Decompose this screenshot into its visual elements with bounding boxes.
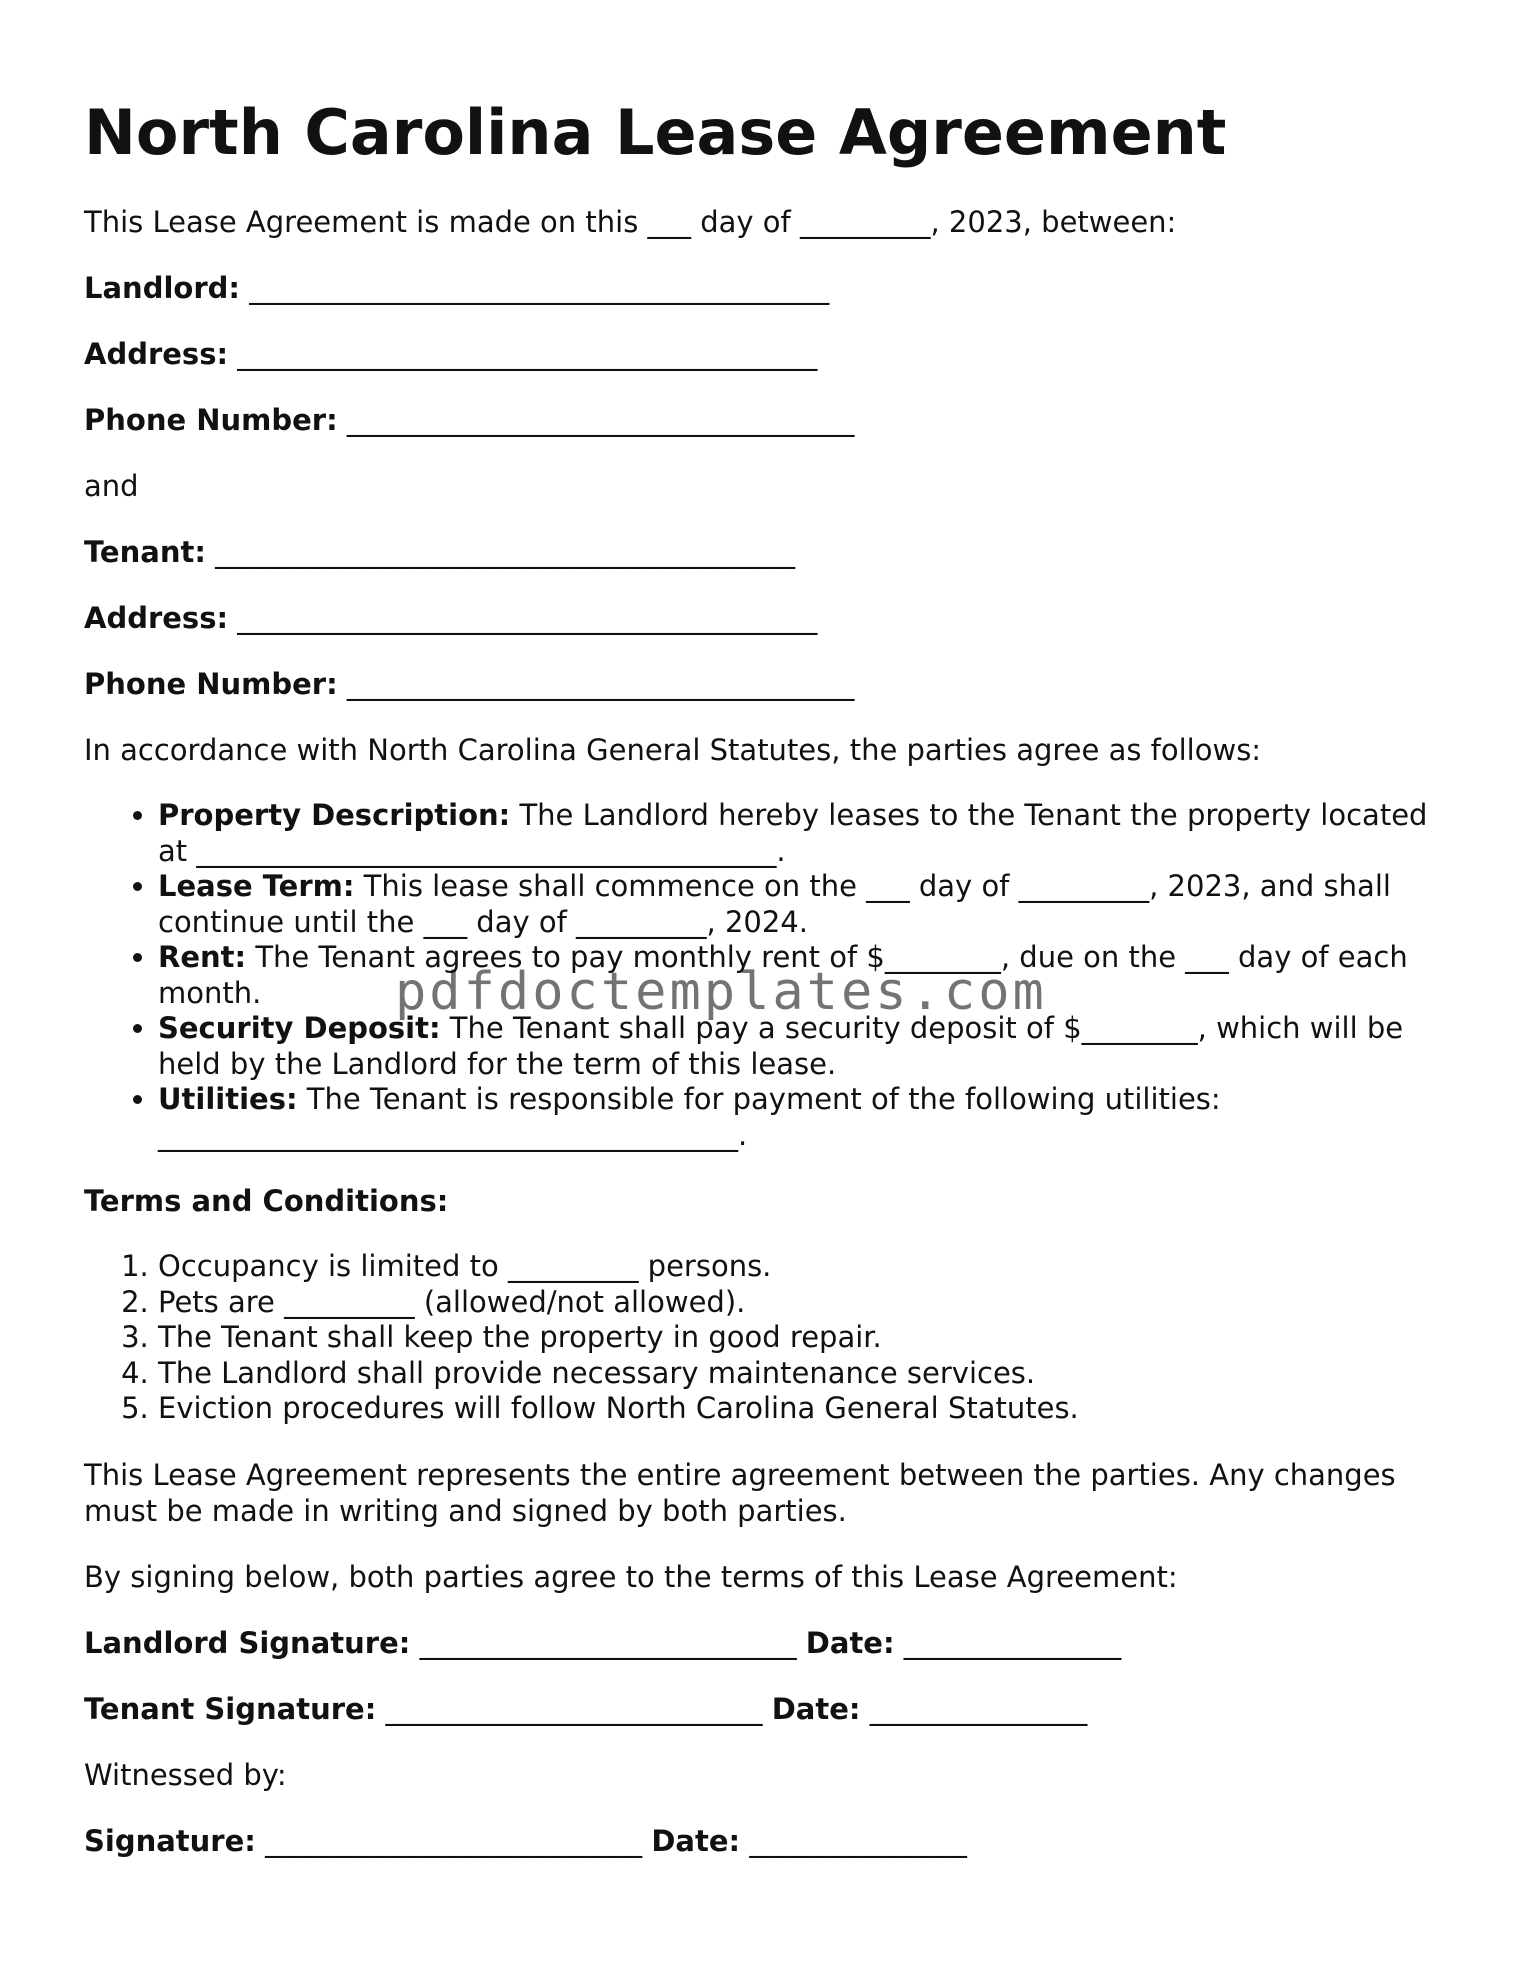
and-text: and	[84, 469, 139, 504]
document-page	[84, 96, 1444, 1889]
entire-agreement-text: This Lease Agreement represents the entire agreement between the parties. Any changes must be made in writing and signed by both parties.	[84, 1457, 1396, 1528]
witness-signature-blank: __________________________	[265, 1823, 643, 1858]
landlord-signature-line	[84, 1625, 1444, 1661]
clause-item	[158, 940, 1444, 1011]
signing-intro-text: By signing below, both parties agree to the terms of this Lease Agreement:	[84, 1559, 1178, 1594]
tenant-address-field	[84, 600, 1444, 636]
tenant-signature-blank: __________________________	[385, 1691, 763, 1726]
landlord-phone-field	[84, 402, 1444, 438]
landlord-name-field	[84, 270, 1444, 306]
clause-item	[158, 1011, 1444, 1082]
terms-heading-text: Terms and Conditions:	[84, 1184, 449, 1219]
landlord-address-field	[84, 336, 1444, 372]
clause-text: The Tenant is responsible for payment of the following utilities: ________________________________________.	[158, 1082, 1221, 1152]
page-title: North Carolina Lease Agreement	[84, 96, 1227, 169]
term-item: 3. The Tenant shall keep the property in good repair.	[158, 1320, 1444, 1356]
clause-label: Rent:	[158, 940, 247, 975]
tenant-signature-label: Tenant Signature:	[84, 1691, 377, 1726]
witness-signature-label: Signature:	[84, 1823, 256, 1858]
tenant-name-label: Tenant:	[84, 535, 206, 570]
clauses-list	[84, 798, 1444, 1153]
term-item: 5. Eviction procedures will follow North Carolina General Statutes.	[158, 1391, 1444, 1427]
date-label: Date:	[805, 1625, 895, 1660]
terms-list	[84, 1249, 1444, 1427]
tenant-signature-line	[84, 1691, 1444, 1727]
landlord-name-blank: ________________________________________	[249, 271, 830, 306]
witness-signature-line	[84, 1823, 1444, 1859]
landlord-address-label: Address:	[84, 337, 229, 372]
clause-label: Utilities:	[158, 1082, 298, 1117]
clause-item	[158, 798, 1444, 869]
term-item: 1. Occupancy is limited to _________ persons.	[158, 1249, 1444, 1285]
landlord-phone-blank: ___________________________________	[346, 403, 855, 438]
landlord-address-blank: ________________________________________	[237, 337, 818, 372]
watermark: pdfdoctemplates.com	[395, 962, 1047, 1022]
tenant-name-field	[84, 534, 1444, 570]
tenant-phone-blank: ___________________________________	[346, 667, 855, 702]
term-item: 2. Pets are _________ (allowed/not allowed).	[158, 1285, 1444, 1321]
date-label: Date:	[651, 1823, 741, 1858]
clause-label: Property Description:	[158, 798, 511, 833]
term-item: 4. The Landlord shall provide necessary maintenance services.	[158, 1356, 1444, 1392]
clause-text: The Tenant shall pay a security deposit of $________, which will be held by the Landlord for the term of this lease.	[158, 1011, 1404, 1081]
landlord-signature-blank: __________________________	[419, 1625, 797, 1660]
tenant-phone-field	[84, 666, 1444, 702]
tenant-address-blank: ________________________________________	[237, 601, 818, 636]
date-label: Date:	[771, 1691, 861, 1726]
clause-text: The Landlord hereby leases to the Tenant the property located at ________________________________________.	[158, 798, 1428, 868]
accordance-text: In accordance with North Carolina General Statutes, the parties agree as follows:	[84, 733, 1262, 768]
clause-item	[158, 869, 1444, 940]
landlord-name-label: Landlord:	[84, 271, 240, 306]
clause-label: Security Deposit:	[158, 1011, 441, 1046]
witnessed-by-text: Witnessed by:	[84, 1757, 287, 1792]
date-blank: _______________	[749, 1823, 967, 1858]
landlord-phone-label: Phone Number:	[84, 403, 338, 438]
date-blank: _______________	[869, 1691, 1088, 1726]
clause-text: The Tenant agrees to pay monthly rent of $________, due on the ___ day of each month.	[158, 940, 1408, 1010]
intro-text: This Lease Agreement is made on this ___ day of _________, 2023, between:	[84, 205, 1177, 240]
tenant-address-label: Address:	[84, 601, 229, 636]
clause-item	[158, 1082, 1444, 1153]
tenant-name-blank: ________________________________________	[215, 535, 796, 570]
terms-heading	[84, 1183, 1444, 1219]
date-blank: _______________	[903, 1625, 1122, 1660]
landlord-signature-label: Landlord Signature:	[84, 1625, 411, 1660]
clause-label: Lease Term:	[158, 869, 355, 904]
tenant-phone-label: Phone Number:	[84, 667, 338, 702]
clause-text: This lease shall commence on the ___ day of _________, 2023, and shall continue until the ___ day of _________, 2024.	[158, 869, 1391, 939]
